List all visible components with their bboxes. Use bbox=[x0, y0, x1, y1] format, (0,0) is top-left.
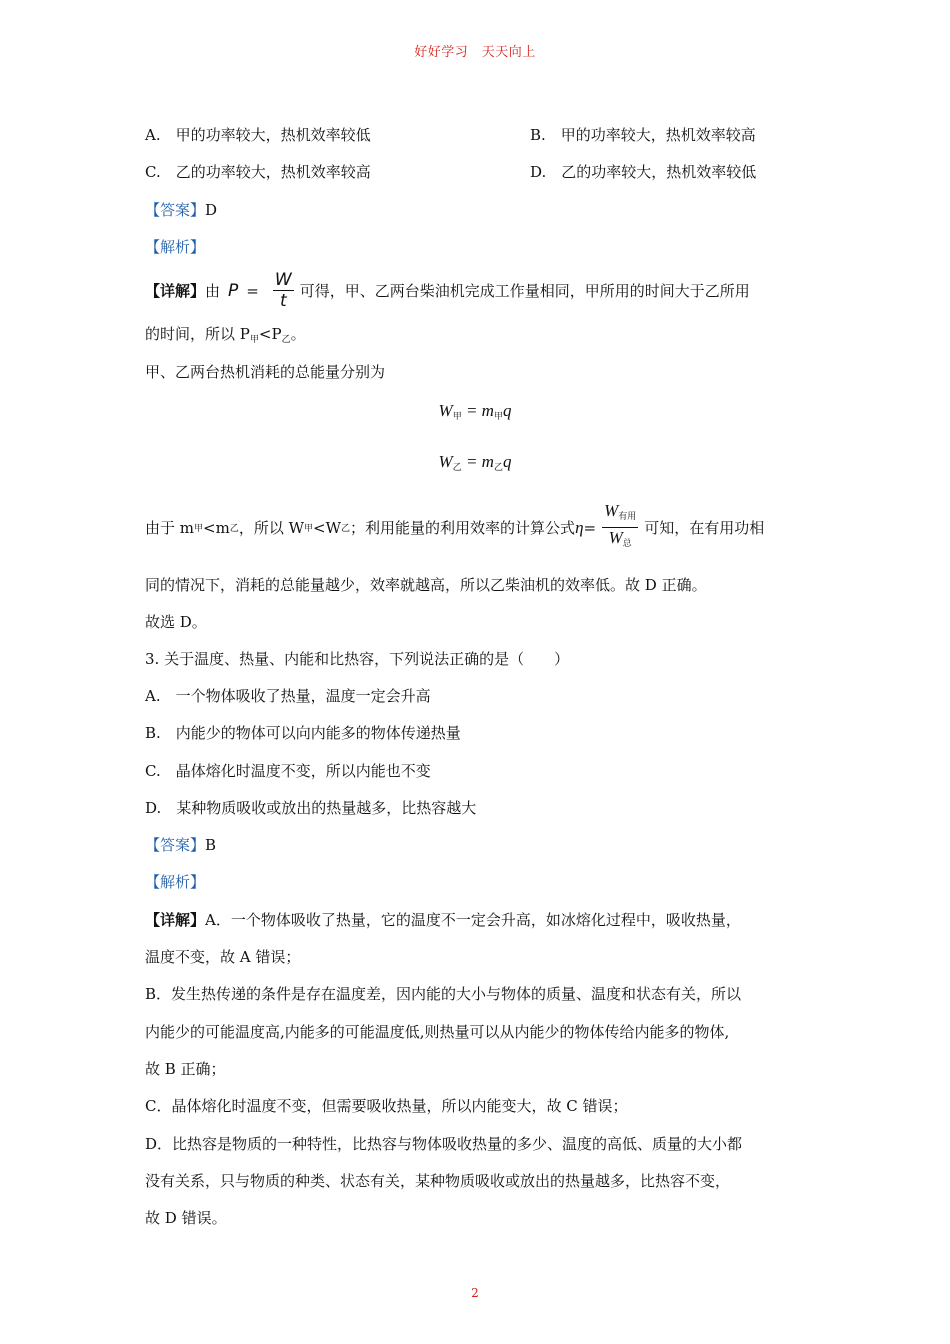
answer-label: 【答案】 bbox=[145, 201, 206, 219]
detail-suffix: 可得，甲、乙两台柴油机完成工作量相同，甲所用的时间大于乙所用 bbox=[299, 282, 750, 300]
text-run: 由于 m bbox=[145, 519, 194, 537]
q2-detail-line1 bbox=[145, 271, 750, 310]
text-run: A．一个物体吸收了热量，它的温度不一定会升高，如冰熔化过程中，吸收热量， bbox=[205, 911, 741, 929]
subscript: 乙 bbox=[452, 463, 462, 473]
answer-value: B bbox=[205, 836, 217, 854]
power-fraction bbox=[273, 271, 294, 310]
fraction-denominator bbox=[607, 528, 634, 553]
eq-symbol: = m bbox=[461, 452, 494, 471]
text-run: <P bbox=[258, 325, 282, 343]
q2-detail-line2 bbox=[145, 323, 306, 345]
text-run: ，所以 W bbox=[238, 519, 305, 537]
q3-analysis-label: 【解析】 bbox=[145, 873, 206, 891]
detail-label: 【详解】 bbox=[145, 282, 206, 300]
q2-option-d: D. 乙的功率较大，热机效率较低 bbox=[530, 163, 757, 181]
equation-w-yi bbox=[0, 452, 950, 473]
eq-symbol: W bbox=[604, 501, 619, 520]
power-symbol: P bbox=[228, 280, 239, 301]
q2-efficiency-line1 bbox=[145, 502, 764, 553]
q3-detail-line: 内能少的可能温度高,内能多的可能温度低,则热量可以从内能少的物体传给内能多的物体, bbox=[145, 1023, 730, 1041]
fraction-numerator bbox=[602, 502, 638, 528]
q3-detail-line: B．发生热传递的条件是存在温度差，因内能的大小与物体的质量、温度和状态有关，所以 bbox=[145, 985, 742, 1003]
q3-detail-line: 温度不变，故 A 错误； bbox=[145, 948, 301, 966]
text-run: <W bbox=[313, 518, 342, 537]
q3-detail-line: 没有关系，只与物质的种类、状态有关，某种物质吸收或放出的热量越多，比热容不变， bbox=[145, 1172, 731, 1190]
subscript: 甲 bbox=[304, 524, 314, 534]
subscript: 甲 bbox=[194, 524, 204, 534]
detail-prefix: 由 bbox=[205, 282, 221, 300]
q3-detail-line: 故 D 错误。 bbox=[145, 1209, 227, 1227]
q2-detail-line3: 甲、乙两台热机消耗的总能量分别为 bbox=[145, 363, 386, 381]
q3-detail-line bbox=[145, 909, 741, 930]
subscript: 乙 bbox=[493, 463, 503, 473]
equals-sign: = bbox=[583, 518, 597, 537]
eq-symbol: q bbox=[502, 401, 512, 420]
q2-answer bbox=[145, 199, 217, 220]
q3-detail-line: D．比热容是物质的一种特性，比热容与物体吸收热量的多少、温度的高低、质量的大小都 bbox=[145, 1135, 743, 1153]
text-run: <m bbox=[203, 518, 230, 537]
subscript: 甲 bbox=[452, 412, 462, 422]
q3-option-b: B. 内能少的物体可以向内能多的物体传递热量 bbox=[145, 724, 461, 742]
q3-option-a: A. 一个物体吸收了热量，温度一定会升高 bbox=[145, 687, 431, 705]
fraction-numerator: W bbox=[274, 270, 292, 290]
q3-detail-line: C．晶体熔化时温度不变，但需要吸收热量，所以内能变大，故 C 错误； bbox=[145, 1097, 628, 1115]
eta-symbol: η bbox=[575, 517, 584, 537]
eq-symbol: W bbox=[438, 401, 453, 420]
subscript: 甲 bbox=[249, 335, 259, 345]
equation-w-jia bbox=[0, 401, 950, 422]
efficiency-fraction bbox=[602, 502, 638, 553]
q2-analysis-label: 【解析】 bbox=[145, 238, 206, 256]
q3-option-d: D. 某种物质吸收或放出的热量越多，比热容越大 bbox=[145, 799, 477, 817]
subscript: 乙 bbox=[281, 335, 291, 345]
subscript: 总 bbox=[622, 539, 632, 549]
equals-sign: = bbox=[246, 281, 259, 300]
q2-option-a: A. 甲的功率较大，热机效率较低 bbox=[145, 126, 371, 144]
q3-question: 3. 关于温度、热量、内能和比热容，下列说法正确的是（ ） bbox=[145, 650, 570, 668]
eq-symbol: W bbox=[438, 452, 453, 471]
answer-label: 【答案】 bbox=[145, 836, 206, 854]
text-run: 可知，在有用功相 bbox=[644, 519, 765, 537]
eq-symbol: W bbox=[608, 528, 623, 547]
q2-efficiency-line2: 同的情况下，消耗的总能量越少，效率就越高，所以乙柴油机的效率低。故 D 正确。 bbox=[145, 576, 707, 594]
q2-option-b: B. 甲的功率较大，热机效率较高 bbox=[530, 126, 756, 144]
answer-value: D bbox=[205, 201, 218, 219]
q2-conclusion: 故选 D。 bbox=[145, 613, 207, 631]
q3-detail-line: 故 B 正确； bbox=[145, 1060, 226, 1078]
eq-symbol: q bbox=[502, 452, 512, 471]
detail-label: 【详解】 bbox=[145, 911, 206, 929]
page-number: 2 bbox=[471, 1286, 479, 1300]
subscript: 有用 bbox=[618, 512, 637, 522]
subscript: 乙 bbox=[229, 524, 239, 534]
eq-symbol: = m bbox=[461, 401, 494, 420]
q3-answer bbox=[145, 834, 216, 855]
subscript: 甲 bbox=[493, 412, 503, 422]
q2-option-c: C. 乙的功率较大，热机效率较高 bbox=[145, 163, 371, 181]
subscript: 乙 bbox=[341, 524, 351, 534]
text-run: ；利用能量的利用效率的计算公式 bbox=[350, 519, 576, 537]
text-run: 的时间，所以 P bbox=[145, 325, 250, 343]
fraction-denominator: t bbox=[279, 291, 287, 311]
page-header: 好好学习 天天向上 bbox=[414, 45, 536, 60]
q3-option-c: C. 晶体熔化时温度不变，所以内能也不变 bbox=[145, 762, 431, 780]
text-run: 。 bbox=[290, 325, 306, 343]
